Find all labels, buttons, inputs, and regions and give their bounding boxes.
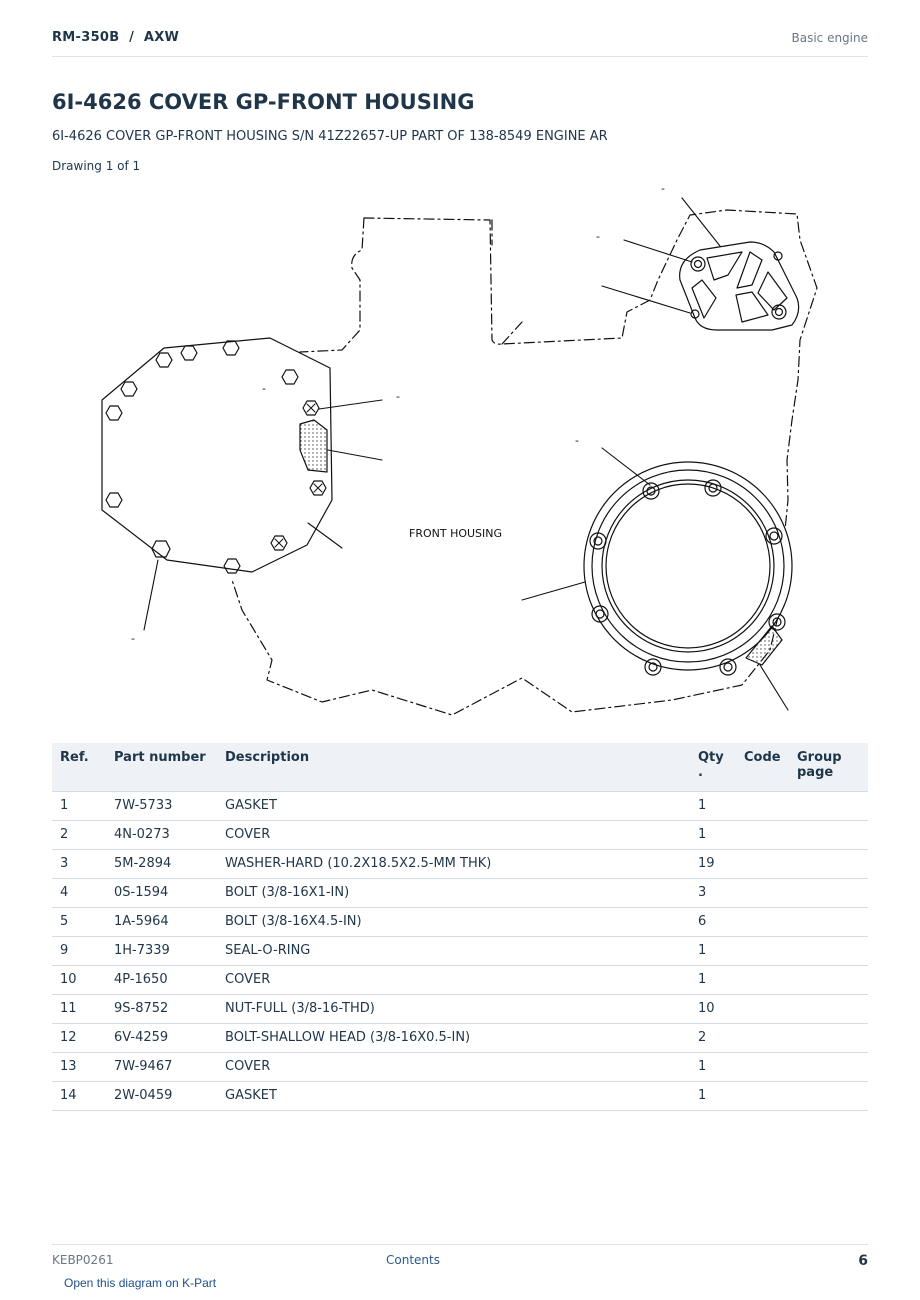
col-header-description: Description [217, 743, 690, 792]
cell-code [736, 1053, 789, 1082]
diagram-svg [52, 180, 868, 725]
cell-description: NUT-FULL (3/8-16-THD) [217, 995, 690, 1024]
cell-description: SEAL-O-RING [217, 937, 690, 966]
cell-description: BOLT (3/8-16X4.5-IN) [217, 908, 690, 937]
cell-description: COVER [217, 966, 690, 995]
col-header-ref: Ref. [52, 743, 106, 792]
cell-part-number[interactable]: 1A-5964 [106, 908, 217, 937]
cell-code [736, 995, 789, 1024]
cell-qty: 1 [690, 821, 736, 850]
cell-group-page [789, 908, 868, 937]
table-row [52, 1053, 868, 1082]
cell-code [736, 908, 789, 937]
cell-code [736, 966, 789, 995]
table-row [52, 995, 868, 1024]
parts-diagram[interactable] [52, 180, 868, 725]
cell-ref: 5 [52, 908, 106, 937]
parts-table [52, 743, 868, 1111]
cell-code [736, 850, 789, 879]
kpart-link[interactable]: Open this diagram on K-Part [64, 1276, 217, 1290]
cell-part-number[interactable]: 7W-5733 [106, 792, 217, 821]
cell-description: COVER [217, 1053, 690, 1082]
cell-qty: 2 [690, 1024, 736, 1053]
cell-qty: 1 [690, 1082, 736, 1111]
callout-mark-3: - [396, 390, 400, 403]
table-row [52, 850, 868, 879]
cell-ref: 13 [52, 1053, 106, 1082]
cell-description: BOLT (3/8-16X1-IN) [217, 879, 690, 908]
cell-qty: 19 [690, 850, 736, 879]
table-row [52, 908, 868, 937]
cell-code [736, 1082, 789, 1111]
housing-cutout [492, 220, 522, 344]
cell-qty: 3 [690, 879, 736, 908]
cell-code [736, 821, 789, 850]
table-row [52, 879, 868, 908]
cell-description: GASKET [217, 1082, 690, 1111]
seal-outer-ring [584, 462, 792, 670]
document-code: KEBP0261 [52, 1253, 114, 1267]
cell-part-number[interactable]: 4P-1650 [106, 966, 217, 995]
callout-mark-5: - [131, 632, 135, 645]
cell-qty: 1 [690, 966, 736, 995]
cell-qty: 10 [690, 995, 736, 1024]
cell-code [736, 879, 789, 908]
cell-group-page [789, 821, 868, 850]
callout-mark-2: - [596, 230, 600, 243]
cell-group-page [789, 966, 868, 995]
table-row [52, 792, 868, 821]
page-number: 6 [858, 1253, 868, 1269]
cell-ref: 2 [52, 821, 106, 850]
table-row [52, 1024, 868, 1053]
cell-ref: 14 [52, 1082, 106, 1111]
cell-ref: 11 [52, 995, 106, 1024]
cell-code [736, 937, 789, 966]
left-cover-plate [102, 338, 332, 572]
col-header-qty: Qty . [690, 743, 736, 792]
cell-part-number[interactable]: 4N-0273 [106, 821, 217, 850]
cell-group-page [789, 1053, 868, 1082]
cell-description: BOLT-SHALLOW HEAD (3/8-16X0.5-IN) [217, 1024, 690, 1053]
col-header-group-page: Group page [789, 743, 868, 792]
diagram-label-front-housing: FRONT HOUSING [409, 527, 503, 540]
callout-mark-4: - [575, 434, 579, 447]
cell-group-page [789, 879, 868, 908]
machine-model: RM-350B / AXW [52, 30, 180, 45]
page-footer [52, 1244, 868, 1275]
cell-part-number[interactable]: 1H-7339 [106, 937, 217, 966]
cell-part-number[interactable]: 2W-0459 [106, 1082, 217, 1111]
cell-description: GASKET [217, 792, 690, 821]
cell-group-page [789, 937, 868, 966]
cell-part-number[interactable]: 5M-2894 [106, 850, 217, 879]
cell-ref: 4 [52, 879, 106, 908]
callout-mark-1: - [661, 182, 665, 195]
drawing-info: Drawing 1 of 1 [52, 159, 141, 173]
cell-group-page [789, 995, 868, 1024]
table-row [52, 821, 868, 850]
cell-description: COVER [217, 821, 690, 850]
cell-description: WASHER-HARD (10.2X18.5X2.5-MM THK) [217, 850, 690, 879]
table-row [52, 937, 868, 966]
table-row [52, 1082, 868, 1111]
housing-left-edge [300, 218, 364, 352]
cell-qty: 1 [690, 1053, 736, 1082]
cell-qty: 6 [690, 908, 736, 937]
cell-part-number[interactable]: 6V-4259 [106, 1024, 217, 1053]
cell-ref: 1 [52, 792, 106, 821]
cell-part-number[interactable]: 0S-1594 [106, 879, 217, 908]
page-title: 6I-4626 COVER GP-FRONT HOUSING [52, 90, 475, 114]
cell-group-page [789, 792, 868, 821]
table-header-row [52, 743, 868, 792]
cell-qty: 1 [690, 937, 736, 966]
cell-code [736, 1024, 789, 1053]
cell-group-page [789, 1082, 868, 1111]
col-header-part-number: Part number [106, 743, 217, 792]
cell-part-number[interactable]: 9S-8752 [106, 995, 217, 1024]
cell-ref: 12 [52, 1024, 106, 1053]
col-header-code: Code [736, 743, 789, 792]
cell-ref: 9 [52, 937, 106, 966]
page-subtitle: 6I-4626 COVER GP-FRONT HOUSING S/N 41Z22657-UP PART OF 138-8549 ENGINE AR [52, 129, 608, 144]
contents-link[interactable]: Contents [386, 1253, 440, 1267]
section-name: Basic engine [791, 31, 868, 45]
table-row [52, 966, 868, 995]
callout-mark-6: - [262, 382, 266, 395]
cell-ref: 3 [52, 850, 106, 879]
cell-part-number[interactable]: 7W-9467 [106, 1053, 217, 1082]
cell-group-page [789, 850, 868, 879]
cell-group-page [789, 1024, 868, 1053]
cell-ref: 10 [52, 966, 106, 995]
cell-qty: 1 [690, 792, 736, 821]
cell-code [736, 792, 789, 821]
page-header [52, 28, 868, 57]
